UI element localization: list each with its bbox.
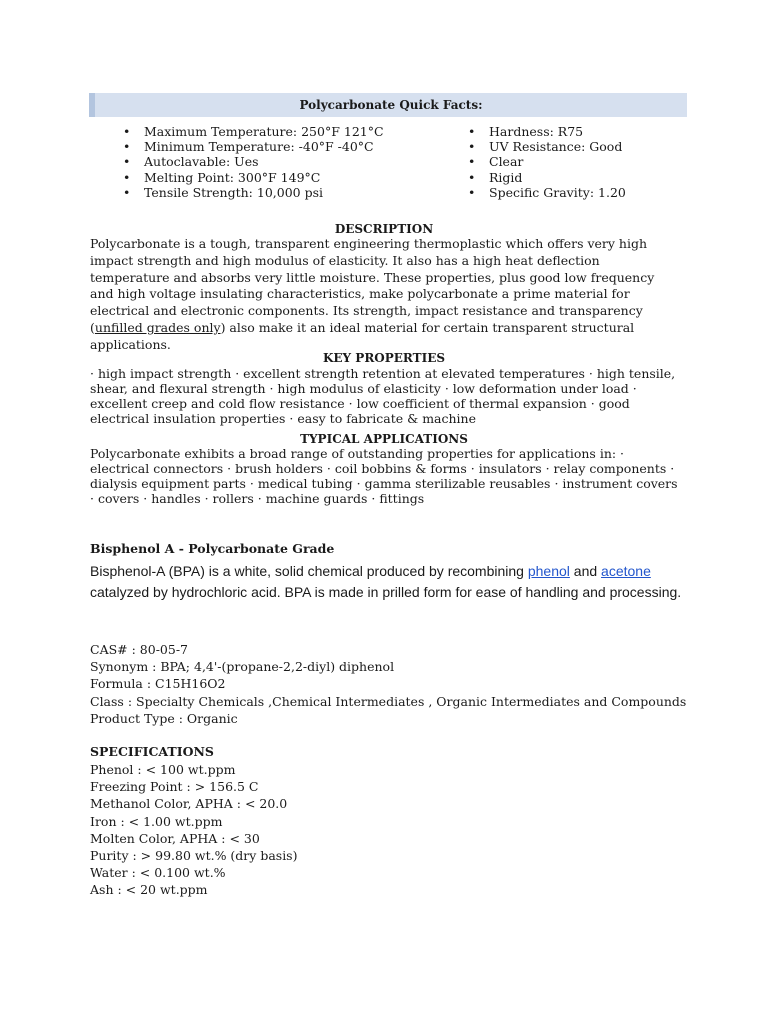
bpa-title: Bisphenol A - Polycarbonate Grade — [90, 541, 335, 556]
bpa-desc-and: and — [569, 563, 602, 579]
list-item: Ash : < 20 wt.ppm — [90, 882, 208, 898]
description-text: Polycarbonate is a tough, transparent engineering thermoplastic which offers very high impact strength and high modulus of elasticity. It also has a high heat deflection temperature and absorbs very little moisture. These properties, plus good low frequency and high voltage insulating characteristics, make polycarbonate a prime material for electrical and electronic components. Its strength, impact resistance and transparency ( — [90, 236, 655, 335]
list-item: Water : < 0.100 wt.% — [90, 865, 226, 881]
acetone-link[interactable]: acetone — [601, 563, 651, 579]
bpa-description — [90, 561, 690, 603]
quick-facts-title: Polycarbonate Quick Facts: — [89, 93, 687, 117]
quick-facts-right-list — [465, 124, 626, 200]
list-item: Iron : < 1.00 wt.ppm — [90, 813, 223, 829]
typical-applications-heading: TYPICAL APPLICATIONS — [300, 432, 468, 446]
description-heading: DESCRIPTION — [334, 222, 434, 236]
list-item: • Autoclavable: Ues — [120, 154, 384, 169]
bpa-desc-text: Bisphenol-A (BPA) is a white, solid chemical produced by recombining — [90, 563, 528, 579]
list-item: • Minimum Temperature: -40°F -40°C — [120, 139, 384, 154]
list-item: • Hardness: R75 — [465, 124, 626, 139]
list-item: • Rigid — [465, 170, 626, 185]
list-item: Freezing Point : > 156.5 C — [90, 779, 259, 795]
list-item: • UV Resistance: Good — [465, 139, 626, 154]
list-item: Synonym : BPA; 4,4'-(propane-2,2-diyl) diphenol — [90, 659, 395, 675]
list-item: • Melting Point: 300°F 149°C — [120, 170, 384, 185]
list-item: Phenol : < 100 wt.ppm — [90, 762, 236, 777]
identifier-list — [90, 641, 686, 727]
list-item: Class : Specialty Chemicals ,Chemical Intermediates , Organic Intermediates and Compounds — [90, 693, 687, 709]
list-item: Methanol Color, APHA : < 20.0 — [90, 796, 288, 812]
unfilled-grades-link[interactable]: unfilled grades only — [94, 319, 221, 335]
description-paragraph — [90, 236, 680, 354]
list-item: • Clear — [465, 154, 626, 169]
list-item: Formula : C15H16O2 — [90, 676, 226, 692]
list-item: • Tensile Strength: 10,000 psi — [120, 185, 384, 200]
list-item: • Maximum Temperature: 250°F 121°C — [120, 124, 384, 139]
specifications-heading: SPECIFICATIONS — [90, 744, 214, 759]
quick-facts-left-list — [120, 124, 384, 200]
list-item: Purity : > 99.80 wt.% (dry basis) — [90, 848, 298, 864]
specifications-list — [90, 761, 297, 899]
description-text-end: ) also make it an ideal material for certain transparent structural applications. — [90, 319, 635, 352]
key-properties-text: · high impact strength · excellent strength retention at elevated temperatures · high tensile, shear, and flexural strength · high modulus of elasticity · low deformation under load · excellent creep and cold flow resistance · low coefficient of thermal expansion · good electrical insulation properties · easy to fabricate & machine — [90, 366, 676, 426]
list-item: Product Type : Organic — [90, 710, 238, 726]
list-item: • Specific Gravity: 1.20 — [465, 185, 626, 200]
typical-applications-text: Polycarbonate exhibits a broad range of outstanding properties for applications in: · electrical connectors · brush holders · coil bobbins & forms · insulators · relay components · dialysis equipment parts · medical tubing · gamma sterilizable reusables · instrument covers · covers · handles · rollers · machine guards · fittings — [90, 446, 678, 506]
list-item: Molten Color, APHA : < 30 — [90, 830, 260, 846]
list-item: CAS# : 80-05-7 — [90, 642, 188, 657]
key-properties-heading: KEY PROPERTIES — [322, 351, 446, 365]
bpa-desc-text-end: catalyzed by hydrochloric acid. BPA is made in prilled form for ease of handling and processing. — [90, 584, 682, 600]
phenol-link[interactable]: phenol — [527, 563, 570, 579]
